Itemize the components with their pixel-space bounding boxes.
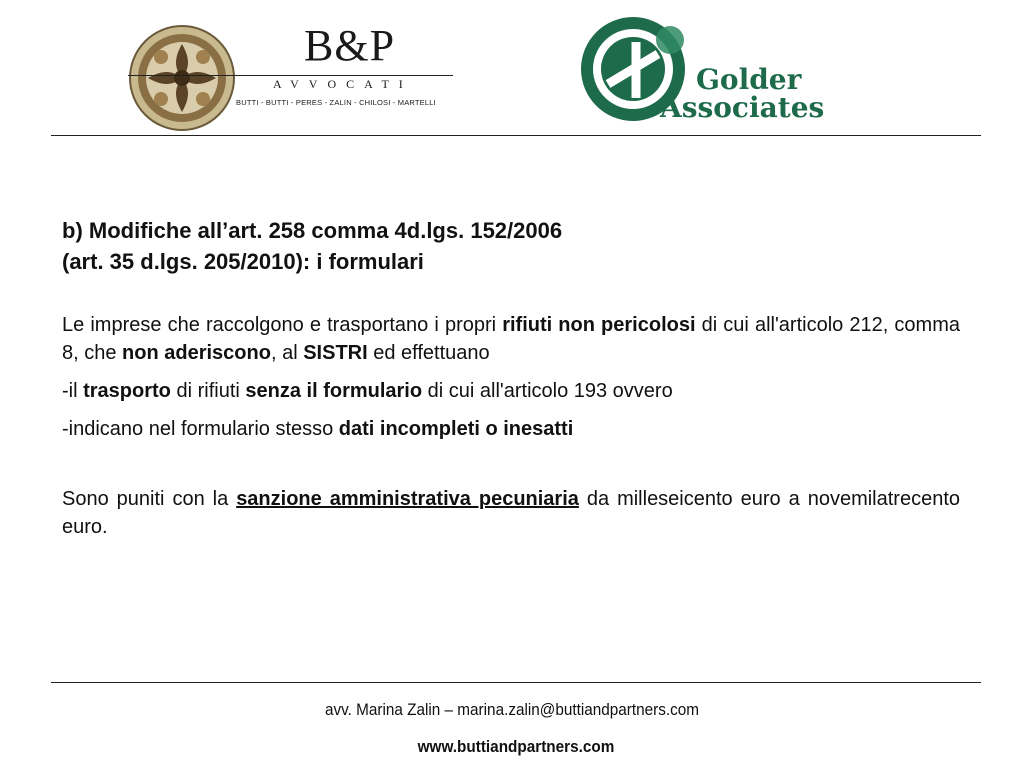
slide-title-line1: b) Modifiche all’art. 258 comma 4d.lgs. 152/2006 bbox=[62, 218, 563, 243]
paragraph-imprese bbox=[62, 311, 960, 367]
footer-divider bbox=[51, 682, 981, 683]
bold-run: SISTRI bbox=[303, 342, 368, 364]
bp-logo-avvocati: AVVOCATI bbox=[273, 77, 413, 91]
underlined-bold-run: sanzione amministrativa pecuniaria bbox=[236, 488, 579, 510]
bold-run: dati incompleti o inesatti bbox=[338, 418, 574, 440]
golder-associates-logo bbox=[578, 14, 828, 129]
slide-title bbox=[62, 215, 960, 277]
footer-contact: avv. Marina Zalin – marina.zalin@buttiandpartners.com bbox=[324, 700, 700, 719]
paragraph-formulario bbox=[62, 415, 960, 443]
bold-run: senza il formulario bbox=[245, 380, 423, 402]
slide-title-line2: (art. 35 d.lgs. 205/2010): i formulari bbox=[62, 249, 424, 274]
header-divider bbox=[51, 135, 981, 136]
text-run: ed effettuano bbox=[367, 342, 490, 364]
footer-website-link[interactable]: www.buttiandpartners.com bbox=[417, 737, 615, 756]
text-run: di cui all'articolo 193 ovvero bbox=[422, 380, 673, 402]
text-run: , al bbox=[270, 342, 304, 364]
bp-avvocati-logo bbox=[128, 20, 458, 132]
text-run: Sono puniti con la bbox=[62, 488, 237, 510]
golder-name-line1: Golder bbox=[696, 63, 802, 96]
bp-logo-rule bbox=[128, 75, 453, 76]
slide-content bbox=[62, 215, 960, 541]
text-run: Le imprese che raccolgono e trasportano i propri bbox=[62, 314, 503, 336]
paragraph-sanzione bbox=[62, 485, 960, 541]
text-run: -il bbox=[62, 380, 84, 402]
ornamental-medallion-icon bbox=[128, 24, 236, 132]
text-run: da milleseicento euro a novemilatrecento euro. bbox=[62, 488, 961, 538]
text-run: di cui all'articolo 212, comma 8, che bbox=[62, 314, 960, 364]
golder-name-line2: Associates bbox=[660, 91, 825, 124]
text-run: -indicano nel formulario stesso bbox=[62, 418, 339, 440]
bold-run: rifiuti non pericolosi bbox=[502, 314, 696, 336]
paragraph-trasporto bbox=[62, 377, 960, 405]
bp-logo-partners: BUTTI - BUTTI - PERES - ZALIN - CHILOSI - MARTELLI bbox=[236, 98, 436, 107]
text-run: di rifiuti bbox=[170, 380, 246, 402]
bold-run: non aderiscono bbox=[122, 342, 271, 364]
bold-run: trasporto bbox=[83, 380, 171, 402]
bp-logo-letters: B&P bbox=[304, 21, 396, 70]
